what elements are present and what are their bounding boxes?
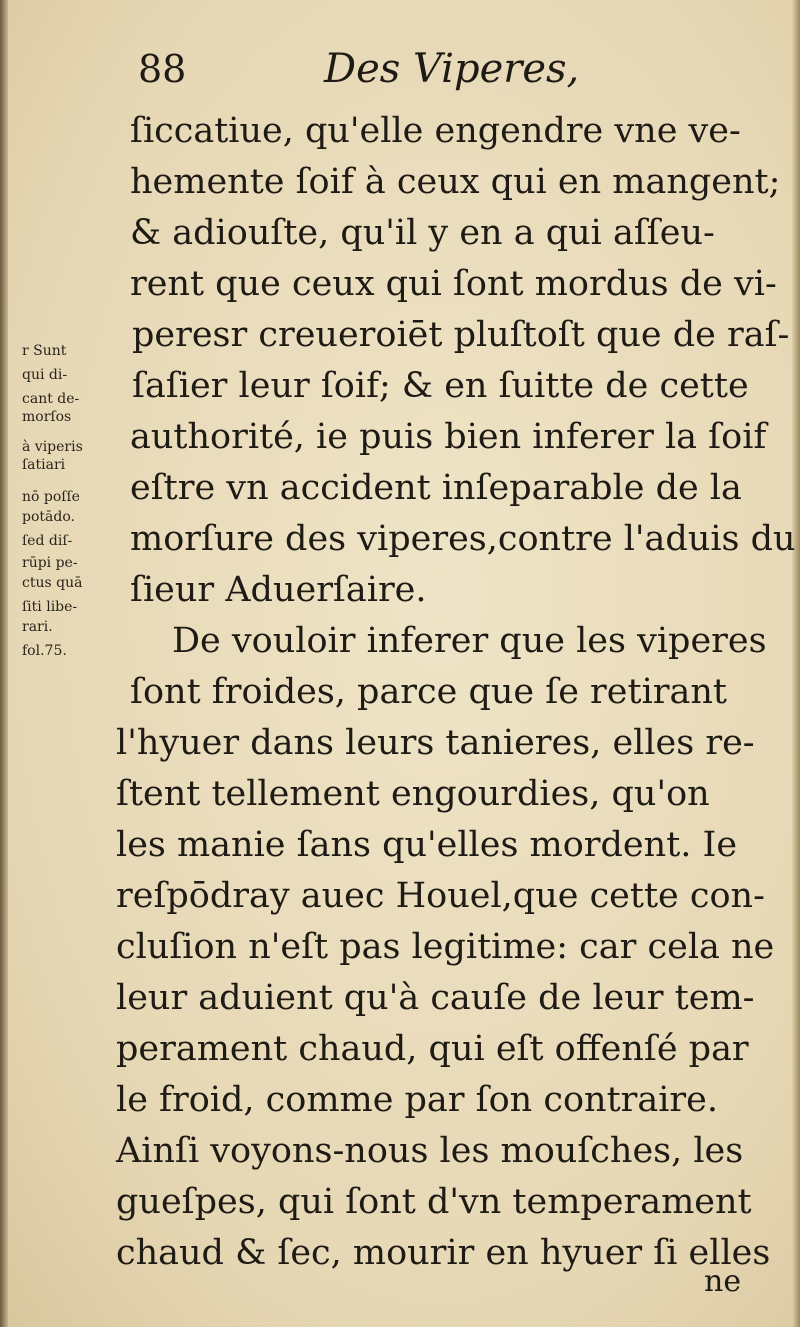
- page-number: 88: [138, 47, 187, 91]
- text-line: chaud & ſec, mourir en hyuer ſi elles: [116, 1233, 771, 1273]
- page-header: [0, 44, 800, 104]
- marginal-line: ctus quā: [22, 575, 83, 591]
- page-gutter-shadow: [0, 0, 8, 1327]
- marginal-line: ſiti libe-: [22, 599, 78, 615]
- marginal-line: cant de-: [22, 391, 80, 407]
- marginal-line: rūpi pe-: [22, 555, 78, 571]
- text-line: morſure des viperes,contre l'aduis du: [130, 519, 796, 559]
- marginal-line: nō poſſe: [22, 489, 80, 505]
- text-line: perament chaud, qui eſt offenſé par: [116, 1029, 749, 1069]
- text-line: & adiouſte, qu'il y en a qui aſſeu-: [130, 213, 715, 253]
- paragraph-start-line: De vouloir inferer que les viperes: [172, 621, 767, 661]
- text-line: ſont froides, parce que ſe retirant: [130, 672, 727, 712]
- marginal-line: ſatiari: [22, 457, 66, 473]
- running-title: Des Viperes,: [324, 46, 580, 92]
- marginal-line: fol.75.: [22, 643, 67, 659]
- marginal-line: r Sunt: [22, 343, 67, 359]
- marginal-line: potādo.: [22, 509, 75, 525]
- text-line: Ainſi voyons-nous les mouſches, les: [116, 1131, 744, 1171]
- text-line: reſpōdray auec Houel,que cette con-: [116, 876, 765, 916]
- text-line: ſiccatiue, qu'elle engendre vne ve-: [130, 111, 741, 151]
- text-line: authorité, ie puis bien inferer la ſoif: [130, 417, 767, 457]
- catchword: ne: [704, 1264, 742, 1299]
- text-line: eſtre vn accident inſeparable de la: [130, 468, 742, 508]
- text-line: les manie ſans qu'elles mordent. Ie: [116, 825, 738, 865]
- page-edge: [792, 0, 800, 1327]
- marginal-line: rari.: [22, 619, 53, 635]
- marginal-line: morſos: [22, 409, 72, 425]
- text-line: l'hyuer dans leurs tanieres, elles re-: [116, 723, 755, 763]
- text-line: ſieur Aduerſaire.: [130, 570, 427, 610]
- marginal-line: à viperis: [22, 439, 83, 455]
- marginal-line: ſed diſ-: [22, 533, 73, 549]
- text-line: gueſpes, qui ſont d'vn temperament: [116, 1182, 752, 1222]
- text-line: ſtent tellement engourdies, qu'on: [116, 774, 710, 814]
- text-line: le froid, comme par ſon contraire.: [116, 1080, 718, 1120]
- marginal-line: qui di-: [22, 367, 68, 383]
- text-line: cluſion n'eſt pas legitime: car cela ne: [116, 927, 775, 967]
- text-line: hemente ſoif à ceux qui en mangent;: [130, 162, 781, 202]
- text-line: rent que ceux qui ſont mordus de vi-: [130, 264, 777, 304]
- text-line: ſaſier leur ſoif; & en ſuitte de cette: [132, 366, 749, 406]
- text-line: leur aduient qu'à cauſe de leur tem-: [116, 978, 755, 1018]
- text-line: peresr creueroiēt pluſtoſt que de raſ-: [132, 315, 790, 355]
